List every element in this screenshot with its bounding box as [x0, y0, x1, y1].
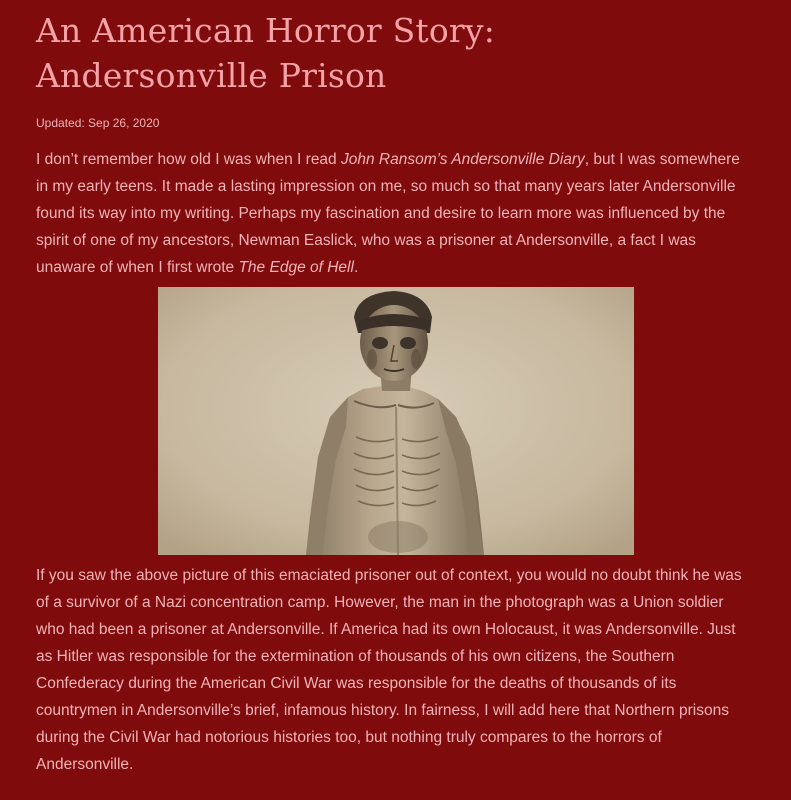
- title-line-2: Andersonville Prison: [36, 56, 387, 95]
- intro-text-part2: , but I was somewhere in my early teens. It made a lasting impression on me, so much so that many years later Andersonville found its way into my writing. Perhaps my fascination and desire to learn more was influenced by the spirit of one of my ancestors, Newman Easlick, who was a prisoner at Andersonville, a fact I was unaware of when I first wrote: [36, 151, 740, 276]
- prisoner-photo: [158, 287, 634, 555]
- paragraph-intro: [36, 146, 755, 281]
- title-line-1: An American Horror Story:: [36, 11, 496, 50]
- intro-text-part3: .: [353, 259, 359, 276]
- emaciated-prisoner-image: [158, 287, 634, 555]
- article-title: [36, 0, 755, 98]
- book-title-ransom-diary: John Ransom’s Andersonville Diary: [340, 151, 585, 168]
- intro-text-part1: I don’t remember how old I was when I read: [36, 151, 341, 168]
- book-title-edge-of-hell: The Edge of Hell: [238, 259, 354, 276]
- updated-date: Updated: Sep 26, 2020: [36, 116, 160, 130]
- paragraph-body: If you saw the above picture of this emaciated prisoner out of context, you would no doubt think he was of a survivor of a Nazi concentration camp. However, the man in the photograph was a Union soldier who had been a prisoner at Andersonville. If America had its own Holocaust, it was Andersonville. Just as Hitler was responsible for the extermination of thousands of his own citizens, the Southern Confederacy during the American Civil War was responsible for the deaths of thousands of its countrymen in Andersonville’s brief, infamous history. In fairness, I will add here that Northern prisons during the Civil War had notorious histories too, but nothing truly compares to the horrors of Andersonville.: [36, 567, 742, 773]
